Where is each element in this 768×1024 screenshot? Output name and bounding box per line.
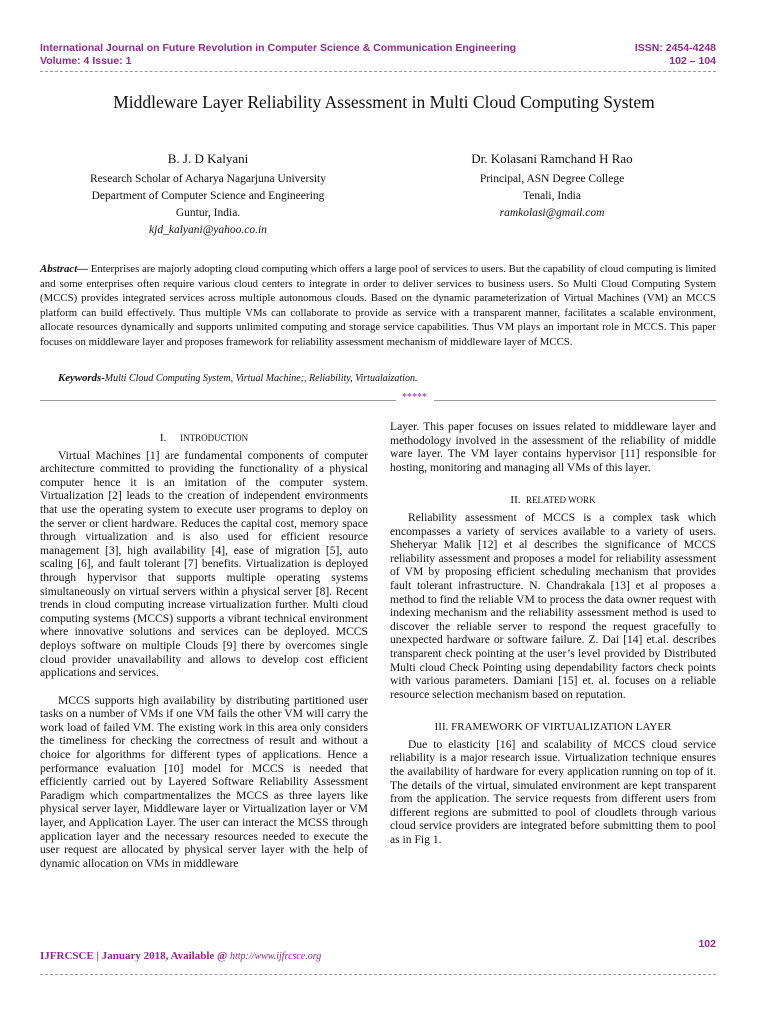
author-affiliation: Tenali, India <box>523 190 581 202</box>
paragraph-gap <box>390 701 716 721</box>
section-title: INTRODUCTION <box>180 433 249 443</box>
journal-name: International Journal on Future Revolution in Computer Science & Communication Engineering <box>40 42 517 54</box>
section-separator <box>40 392 716 406</box>
paragraph: Reliability assessment of MCCS is a complex task which encompasses a variety of services available to a variety of users. Sheheryar Malik [12] et al describes the significance of MCCS reliability assessment and proposes a model for reliability assessment of VM by proposing efficient scheduling mechanism that provides fault tolerant infrastructure. N. Chandrakala [13] et al proposes a method to find the reliable VM to process the data owner request with indexing mechanism and the reliability assessment method is used to discover the reliable server to respond the request gracefully to unexpected hardware or software failure. Z. Dai [14] et.al. describes transparent check pointing at the user’s level provided by Distributed Multi cloud Check Pointing using dependability factors check points with various parameters. Damiani [15] et. al. focuses on a reliable resource selection mechanism based on reputation. <box>390 510 716 701</box>
author-name: B. J. D Kalyani <box>167 151 249 166</box>
author-block-1 <box>58 150 358 239</box>
section-heading-introduction <box>40 432 368 446</box>
abstract-label: Abstract— <box>40 263 88 275</box>
footer-divider <box>40 974 716 975</box>
right-column <box>390 420 716 847</box>
keywords <box>58 372 417 384</box>
paragraph-gap <box>390 474 716 494</box>
paragraph: Virtual Machines [1] are fundamental components of computer architecture committed to providing the functionality of a physical computer hence it is an imitation of the computer system. Virtualization [2] leads to the creation of independent environments that use the operating system to execute user programs to deploy on the server or client hardware. Reduces the capital cost, memory space through virtualization and is also used for efficient resource management [3], high availability [4], ease of migration [5], auto scaling [6], and fault tolerant [7] benefits. Virtualization is deployed through hypervisor that supports multiple operating systems simultaneously on virtual servers within a physical server [8]. Recent trends in cloud computing increase virtualization further. Multi cloud computing systems (MCCS) supports a vibrant technical environment where innovative solutions and services can be deployed. MCCS deploys software on multiple Clouds [9] there by overcomes single cloud provider unavailability and allows to develop cost efficient applications and services. <box>40 448 368 680</box>
keywords-label: Keywords- <box>58 372 105 384</box>
footer-url[interactable]: http://www.ijfrcsce.org <box>230 951 322 962</box>
abstract <box>40 262 716 350</box>
journal-issn-block <box>635 42 716 68</box>
paragraph-gap <box>40 680 368 694</box>
author-email: ramkolasi@gmail.com <box>499 207 605 219</box>
paragraph: Layer. This paper focuses on issues related to middleware layer and methodology involved in the assessment of the reliability of middle ware layer. The VM layer contains hypervisor [11] responsible for hosting, monitoring and managing all VMs of this layer. <box>390 420 716 474</box>
author-email: kjd_kalyani@yahoo.co.in <box>149 224 267 236</box>
author-affiliation: Principal, ASN Degree College <box>479 173 625 185</box>
paper-title: Middleware Layer Reliability Assessment in Multi Cloud Computing System <box>113 92 655 112</box>
page-range: 102 – 104 <box>669 55 716 67</box>
section-heading-related-work <box>390 494 716 508</box>
section-number: I. <box>159 432 167 444</box>
journal-volume: Volume: 4 Issue: 1 <box>40 55 132 67</box>
section-number: II. <box>510 494 521 507</box>
keywords-text: Multi Cloud Computing System, Virtual Machine;, Reliability, Virtualaization. <box>104 373 418 384</box>
separator-stars: ***** <box>402 392 427 403</box>
section-heading-framework: III. FRAMEWORK OF VIRTUALIZATION LAYER <box>434 721 672 734</box>
author-name: Dr. Kolasani Ramchand H Rao <box>471 151 633 166</box>
paragraph: Due to elasticity [16] and scalability of MCCS cloud service reliability is a major research issue. Virtualization technique ensures the availability of hardware for every application running on top of it. The details of the virtual, simulated environment are kept transparent from the application. The service requests from different users from different regions are submitted to pool of cloudlets through various cloud service providers are integrated before submitting them to pool as in Fig 1. <box>390 737 716 847</box>
separator-line-left <box>40 400 396 401</box>
footer-text: IJFRCSCE | January 2018, Available @ <box>40 950 230 962</box>
section-title: RELATED WORK <box>525 495 596 506</box>
author-affiliation: Guntur, India. <box>175 207 241 219</box>
header-divider <box>40 71 716 72</box>
footer <box>40 950 321 962</box>
author-affiliation: Department of Computer Science and Engineering <box>91 190 325 202</box>
paragraph: MCCS supports high availability by distributing partitioned user tasks on a number of VMs if one VM fails the other VM will carry the work load of failed VM. The existing work in this area only considers the timeliness for checking the correctness of result and without a choice for algorithms for different types of applications. Hence a performance evaluation [10] model for MCCS is needed that efficiently carried out by Layered Software Reliability Assessment Paradigm which compartmentalizes the MCCS as three layers like physical server layer, Middleware layer or Virtualization layer or VM layer, and Application Layer. The user can interact the MCSS through application layer and the necessary resources needed to execute the user request are allocated by physical server layer with the help of dynamic allocation on VMs in middleware <box>40 693 368 870</box>
page-number: 102 <box>698 938 716 950</box>
journal-header <box>40 42 516 68</box>
journal-issn: ISSN: 2454-4248 <box>634 42 716 54</box>
separator-line-right <box>434 400 716 401</box>
abstract-text: Enterprises are majorly adopting cloud computing which offers a large pool of services to users. But the capability of cloud computing is limited and some enterprises often require various cloud centers to integrate in order to deliver services to business users. So Multi Cloud Computing System (MCCS) provides integrated services across multiple autonomous clouds. Based on the dynamic parameterization of Virtual Machines (VM) an MCCS platform can build effectively. Thus multiple VMs can collaborate to provide as service with a transparent manner, facilitates a scalable environment, allocate resources dynamically and supports unlimited computing and storage service capabilities. Thus VM plays an important role in MCCS. This paper focuses on middleware layer and proposes framework for reliability assessment mechanism of middleware layer of MCCS. <box>40 263 716 348</box>
author-block-2 <box>402 150 702 222</box>
author-affiliation: Research Scholar of Acharya Nagarjuna University <box>90 173 326 185</box>
left-column <box>40 432 368 870</box>
